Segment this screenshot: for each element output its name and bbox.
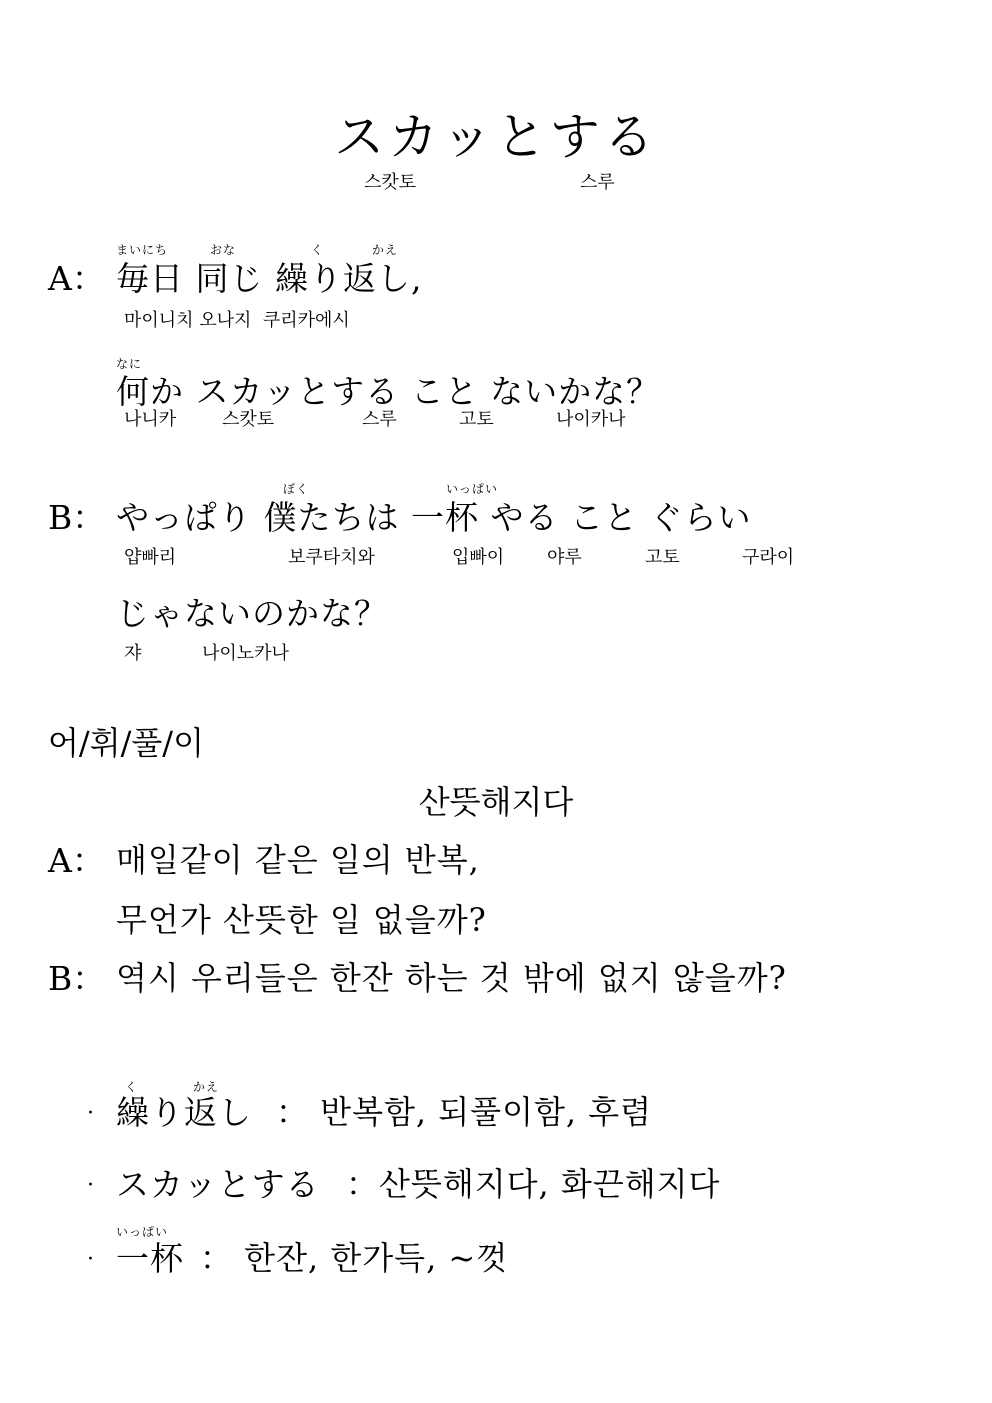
speaker-a-label: A： bbox=[48, 259, 105, 298]
bullet-dot: · bbox=[87, 1101, 94, 1126]
vocab-b-line1: 역시 우리들은 한잔 하는 것 밖에 없지 않을까? bbox=[116, 959, 787, 997]
title-reading-skatto: 스캇토 bbox=[364, 172, 417, 193]
dialogue-b-line1-reading-1: 얍빠리 bbox=[124, 547, 177, 568]
glossary-ruby-kae: かえ bbox=[193, 1080, 220, 1094]
bullet-dot: · bbox=[87, 1247, 94, 1272]
bullet-dot: · bbox=[87, 1173, 94, 1198]
dialogue-a-line1: 毎日 同じ 繰り返し, bbox=[116, 259, 423, 298]
glossary-ruby-ippai: いっぱい bbox=[116, 1225, 169, 1239]
dialogue-b-line1-reading-5: 고토 bbox=[645, 547, 680, 568]
glossary-meaning: ： 한잔, 한가득, ~껏 bbox=[200, 1239, 509, 1277]
dialogue-a-line2-reading-5: 나이카나 bbox=[556, 409, 626, 430]
dialogue-b-line1-reading-6: 구라이 bbox=[742, 547, 795, 568]
ruby-nani: なに bbox=[116, 357, 143, 371]
page-title: スカッとする bbox=[334, 108, 658, 166]
glossary-term: 一杯 bbox=[116, 1239, 184, 1278]
vocab-a-label: A： bbox=[48, 841, 105, 880]
dialogue-b-line2-reading-1: 쟈 bbox=[124, 643, 142, 664]
dialogue-b-line1-reading-2: 보쿠타치와 bbox=[288, 547, 375, 568]
dialogue-a-line1-reading: 마이니치 오나지 쿠리카에시 bbox=[124, 310, 350, 331]
ruby-kae: かえ bbox=[372, 243, 399, 257]
dialogue-b-line2-reading-2: 나이노카나 bbox=[202, 643, 289, 664]
title-reading-suru: 스루 bbox=[580, 172, 615, 193]
ruby-mainichi: まいにち bbox=[116, 243, 169, 257]
speaker-b-label: B： bbox=[48, 498, 106, 537]
dialogue-b-line2: じゃないのかな？ bbox=[116, 594, 388, 633]
glossary-term: スカッとする bbox=[116, 1165, 320, 1204]
vocab-heading: 어/휘/풀/이 bbox=[48, 724, 204, 762]
dialogue-b-line1: やっぱり 僕たちは 一杯 やる こと ぐらい bbox=[116, 498, 752, 537]
glossary-meaning: ：산뜻해지다, 화끈해지다 bbox=[346, 1165, 721, 1203]
vocab-a-line2: 무언가 산뜻한 일 없을까? bbox=[116, 901, 487, 939]
vocab-b-label: B： bbox=[48, 959, 106, 998]
dialogue-b-line1-reading-4: 야루 bbox=[547, 547, 582, 568]
dialogue-a-line2-reading-4: 고토 bbox=[459, 409, 494, 430]
glossary-term: 繰り返し bbox=[116, 1093, 252, 1132]
ruby-ippai: いっぱい bbox=[446, 482, 499, 496]
glossary-meaning: ： 반복함, 되풀이함, 후렴 bbox=[276, 1093, 653, 1131]
glossary-ruby-ku: く bbox=[125, 1080, 139, 1094]
dialogue-a-line2: 何か スカッとする こと ないかな？ bbox=[116, 372, 661, 411]
vocab-a-line1: 매일같이 같은 일의 반복, bbox=[116, 841, 480, 879]
ruby-ku: く bbox=[311, 243, 325, 257]
dialogue-a-line2-reading-3: 스루 bbox=[362, 409, 397, 430]
dialogue-a-line2-reading-2: 스캇토 bbox=[222, 409, 275, 430]
dialogue-b-line1-reading-3: 입빠이 bbox=[452, 547, 505, 568]
vocab-sub-heading: 산뜻해지다 bbox=[418, 783, 574, 821]
ruby-ona: おな bbox=[210, 243, 237, 257]
ruby-boku: ぼく bbox=[283, 482, 310, 496]
dialogue-a-line2-reading-1: 나니카 bbox=[124, 409, 177, 430]
